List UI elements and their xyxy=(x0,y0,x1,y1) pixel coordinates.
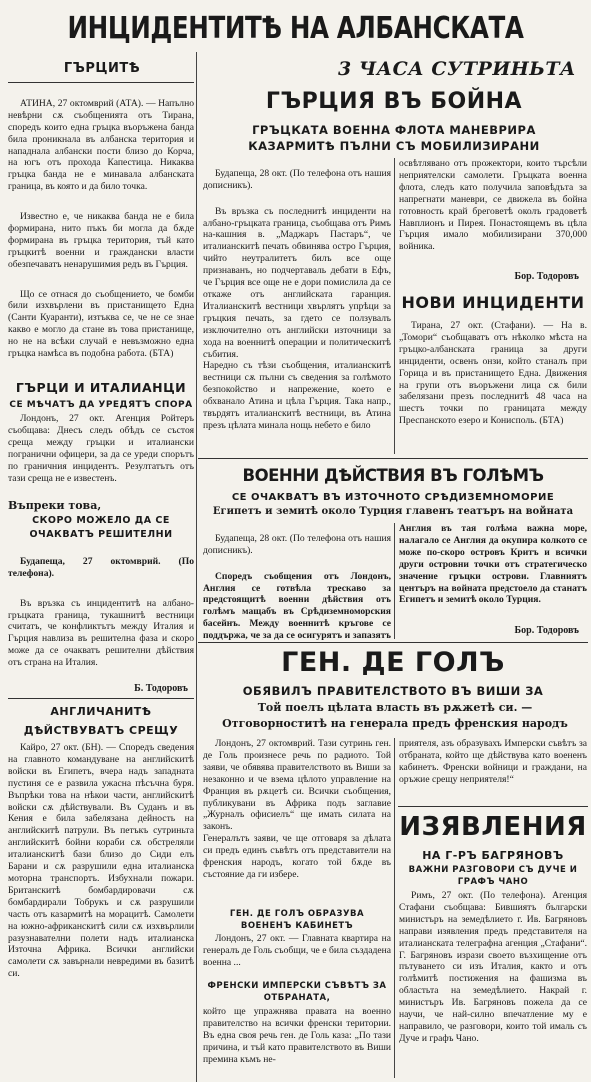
headline-grci-italianci: ГЪРЦИ И ИТАЛИАНЦИ xyxy=(15,380,187,395)
paragraph: АТИНА, 27 октомврий (АТА). — Напълно невѣрни сѫ съобщенията отъ Тирана, споредъ които една гръцка въоръжена банда била проникнала въ албанска територия и нападнала албански пости близо до Корча, на югъ отъ прохода Капестица. Никаква гръцка банда не е минавала албанската граница, въ която и да било точка. xyxy=(8,97,194,193)
subhead-mechat: СЕ МѢЧАТЪ ДА УРЕДЯТЪ СПОРА xyxy=(9,400,193,410)
article-grcite-text xyxy=(8,86,194,376)
headline-grcite: ГЪРЦИТѢ xyxy=(63,61,141,76)
paragraph: Що се отнася до съобщението, че бомби били изхвърлени въ пристанището Една (Санти Куаранти), изтъква се, че не се знае какво е могло да стане въ това пристанище, но не на всѣки случай е невъзможно една гръцка намѣса въ подобна работа. (БТА) xyxy=(8,288,194,360)
inner-divider xyxy=(394,738,395,1078)
subhead-kazarmite: КАЗАРМИТѢ ПЪЛНИ СЪ МОБИЛИЗИРАНИ xyxy=(248,139,540,153)
article-vapreki-text xyxy=(8,544,194,674)
headline-voenni: ВОЕННИ ДѢЙСТВИЯ ВЪ ГОЛѢМЪ xyxy=(242,466,544,485)
article-anglichanite-text: Кайро, 27 окт. (БН). — Споредъ сведения на главното командуване на английскитѣ войски въ Египетъ, вчера надъ западната пустиня се е развила ужасна пѣсъчна буря. Въпрѣки това на нѣкои части, английскитѣ войски сѫ дѣйствували. Въ Суданъ и въ Кения е била забелязана дейность на английскитѣ патрули. Въ петъкъ сутриньта английскитѣ бойни кораби сѫ обстреляли италианскитѣ бази близо до Сиди елъ Барани и сѫ разрушили една италианска моторна транспортъ. Избухнали пожари. Британскитѣ бомбардировачи сѫ бомбардирали Тобрукъ и сѫ разрушили часть отъ казармитѣ на морацитѣ. Самолети на южно-африканскитѣ сили сѫ изхвърлили разузнавателни полети надъ италианска Източна Африка. Всички английски самолети сѫ завърнали невредими въ базитѣ си. xyxy=(8,742,194,980)
paragraph: Споредъ съобщения отъ Лондонъ, Англия се готвѣла трескаво за предстоящитѣ военни дѣйствия отъ голѣмъ мащабъ въ Срѣдиземноморския басейнъ. Между военнитѣ кръгове се поддържа, че за да се осигурятъ и запазятъ xyxy=(203,570,391,641)
subhead-skoro: СКОРО МОЖЕЛО ДА СЕ ОЧАКВАТЪ РЕШИТЕЛНИ xyxy=(29,515,173,540)
headline-degaulle: ГЕН. ДЕ ГОЛЪ xyxy=(281,647,505,678)
article-degaulle-right: приятеля, азъ образувахъ Имперски съвѣтъ за отбраната, който ще дѣйствува като воененъ кабинетъ. Френски войници и граждани, на оръжие срещу неприятеля!“ xyxy=(399,738,587,785)
subhead-imperski: ФРЕНСКИ ИМПЕРСКИ СЪВѢТЪ ЗА ОТБРАНАТА, xyxy=(207,981,387,1003)
signature-todorov: Б. Тодоровъ xyxy=(134,683,188,694)
separator xyxy=(8,698,194,699)
subhead-kabinet: ГЕН. ДЕ ГОЛЪ ОБРАЗУВА ВОЕНЕНЪ КАБИНЕТЪ xyxy=(229,909,365,931)
dateline: Будапеща, 28 окт. (По телефона отъ нашия дописникъ). xyxy=(203,167,391,191)
headline-underline xyxy=(8,82,194,83)
separator xyxy=(398,806,588,807)
article-garcija-right: освѣтлявано отъ прожектори, които търсѣли неприятелски самолети. Гръцката военна флота, следъ като получила заповѣдъта за напрегнати маневри, се движела въ бойна готовность край бреговетѣ околъ градоветѣ Навплионъ и Пирея. Понастоящемъ въ цѣла Гърция имало мобилизирани 370,000 войника. xyxy=(399,158,587,253)
paragraph: Известно е, че никаква банда не е била формирана, нито пъкъ би могла да бѫде формирана въ гръцка територия, тъй като гръцкитѣ военни и граждански власти обезпечаватъ ненарушимия редъ въ Гърция. xyxy=(8,211,194,270)
masthead-subtitle: 3 ЧАСА СУТРИНЬТА xyxy=(338,58,577,80)
article-voenni-right: Англия въ тая голѣма важна море, налагало се Англия да окупира колкото се може по-скоро островъ Критъ и всички други островни точки отъ стратегическо значение гръцки острови. Главниятъ центъръ на войната предстоело да станатъ Египетъ и земитѣ около Турция. xyxy=(399,523,587,606)
paragraph: Въ връзка съ последнитѣ инциденти на албано-гръцката граница, съобщава отъ Римъ на-кашния в. „Маджаръ Пастаръ“, че италианскитѣ печать обвинява остро Гърция, чийто неутралитетъ билъ все още признаванъ, но подчертаваль дебати в Ефъ, че Гърция все още не е дори помислила да се откаже отъ английската гаранция. Италианскитѣ вестници хвърлятъ упрѣци за гръцкия печать, за гдето се ползувалъ изключително отъ английски източници за хода на военнитѣ операции и политическитѣ събития. Наредно съ тѣзи съобщения, италианскитѣ вестници сѫ пълни съ сведения за голѣмото безпокойство и напрежение, което е обхванало Атина и цѣла Гърция. Така напр., твърдятъ италианскитѣ вестници, въ Атина презъ цѣлата минала нощь небето е било xyxy=(203,205,391,431)
article-grci-text: Лондонъ, 27 окт. Агенция Ройтеръ съобщава: Днесъ следъ обѣдъ се състоя среща между гръцки и италиански погранични офицери, за да се уреди спорътъ по граничния инцидентъ. Резултатътъ отъ тази среща не е известенъ. xyxy=(8,413,194,484)
article-imperski-text: който ще упражнява правата на военно правителство на всички френски територии. Въ една своя речь ген. де Голь каза: „По тази причина, и тъй като правителството въ Виши премина къмъ не- xyxy=(203,1006,391,1065)
subhead-bagrjanov: НА Г-РЪ БАГРЯНОВЪ xyxy=(422,849,564,862)
subhead-flota: ГРЪЦКАТА ВОЕННА ФЛОТА МАНЕВРИРА xyxy=(252,123,536,137)
deck-degaulle: Той поелъ цѣлата власть въ рѫжетѣ си. — Отговорноститѣ на генерала предъ френския народъ xyxy=(222,701,568,730)
headline-garcija: ГЪРЦИЯ ВЪ БОЙНА xyxy=(265,89,523,114)
article-voenni-left xyxy=(203,521,391,641)
subhead-obyavil: ОБЯВИЛЪ ПРАВИТЕЛСТВОТО ВЪ ВИШИ ЗА xyxy=(242,684,544,698)
paragraph: Будапеща, 27 октомврий. (По телефона). xyxy=(8,555,194,579)
subhead-egipet: Египетъ и земитѣ около Турция главенъ театъръ на войната xyxy=(212,506,574,517)
signature-garcija: Бор. Тодоровъ xyxy=(514,271,579,282)
separator xyxy=(198,642,588,643)
headline-izjavlenia: ИЗЯВЛЕНИЯ xyxy=(399,812,587,842)
signature-voenni: Бор. Тодоровъ xyxy=(514,625,579,636)
column-divider xyxy=(196,52,197,1082)
article-degaulle-left: Лондонъ, 27 октомврий. Тази сутринь ген. де Голь произнесе речь по радиото. Той заяви, че обявява правителството въ Виши за незаконно и че взема цѣлото управление на Франция въ рѫцетѣ си. Всички съобщения, публикувани въ Африка подъ заглавие „Журналъ офисиелъ“ ще имать силата на законъ. Генералътъ заяви, че ще отговаря за дѣлата си предъ единъ съвѣтъ отъ представители на френския народъ, когато той бѫде въ състояние да ги избере. xyxy=(203,738,391,880)
headline-novi-incidenti: НОВИ ИНЦИДЕНТИ xyxy=(401,293,585,312)
headline-vapreki: Въпреки това, xyxy=(8,499,102,512)
article-kabinet-text: Лондонъ, 27 окт. — Главната квартира на генералъ де Голь съобщи, че е била създадена военна ... xyxy=(203,933,391,968)
deck-izjavlenia: ВАЖНИ РАЗГОВОРИ СЪ ДУЧЕ И ГРАФЪ ЧАНО xyxy=(408,865,578,887)
dateline: Будапеща, 28 окт. (По телефона отъ нашия дописникъ). xyxy=(203,532,391,556)
paragraph: Въ връзка съ инцидентитѣ на албано-гръцката граница, тукашнитѣ вестници считатъ, че конфликтътъ между Италия и Гърция навлиза въ решителна фаза и скоро може да се очакватъ решителни дѣйствия отъ страна на Италия. xyxy=(8,597,194,669)
inner-divider xyxy=(394,523,395,639)
subhead-ochakvat: СЕ ОЧАКВАТЪ ВЪ ИЗТОЧНОТО СРѢДИЗЕМНОМОРИЕ xyxy=(231,492,555,503)
article-garcija-left xyxy=(203,156,391,456)
article-novi-text: Тирана, 27 окт. (Стафани). — На в. „Томори“ съобщаватъ отъ нѣколко мѣста на гръцко-албанската граница за други инциденти, освенъ онзи, който станалъ при Горица и въ пристанището Една. Движения на групи отъ въоръжени лица сѫ били забелязани презъ последнитѣ 48 часа на шестъ точки по границата между Преспанското езеро и Конисполь. (БТА) xyxy=(399,320,587,427)
inner-divider xyxy=(394,158,395,454)
article-izjavlenia-text: Римъ, 27 окт. (По телефона). Агенция Стафани съобщава: Бившиятъ български министъръ на земедѣлието г. Ив. Багряновъ направи изявления предъ представителя на италианската телеграфна агенция „Стафани“. Г. Багряновъ изрази своето възхищение отъ пътуването си изъ Италия, както и отъ голѣмитѣ постижения на фашизма въ областьта на земедѣлието. Накрай г. министъръ Ив. Багряновъ пожела да се научи, че най-силно впечатление му е направило, че разговори, които той ималь съ Дуче и графъ Чано. xyxy=(399,890,587,1044)
headline-anglichanite: АНГЛИЧАНИТѢ ДѢЙСТВУВАТЪ СРЕЩУ xyxy=(23,705,179,737)
separator xyxy=(198,458,588,459)
masthead-title: ИНЦИДЕНТИТѢ НА АЛБАНСКАТА xyxy=(67,11,524,46)
